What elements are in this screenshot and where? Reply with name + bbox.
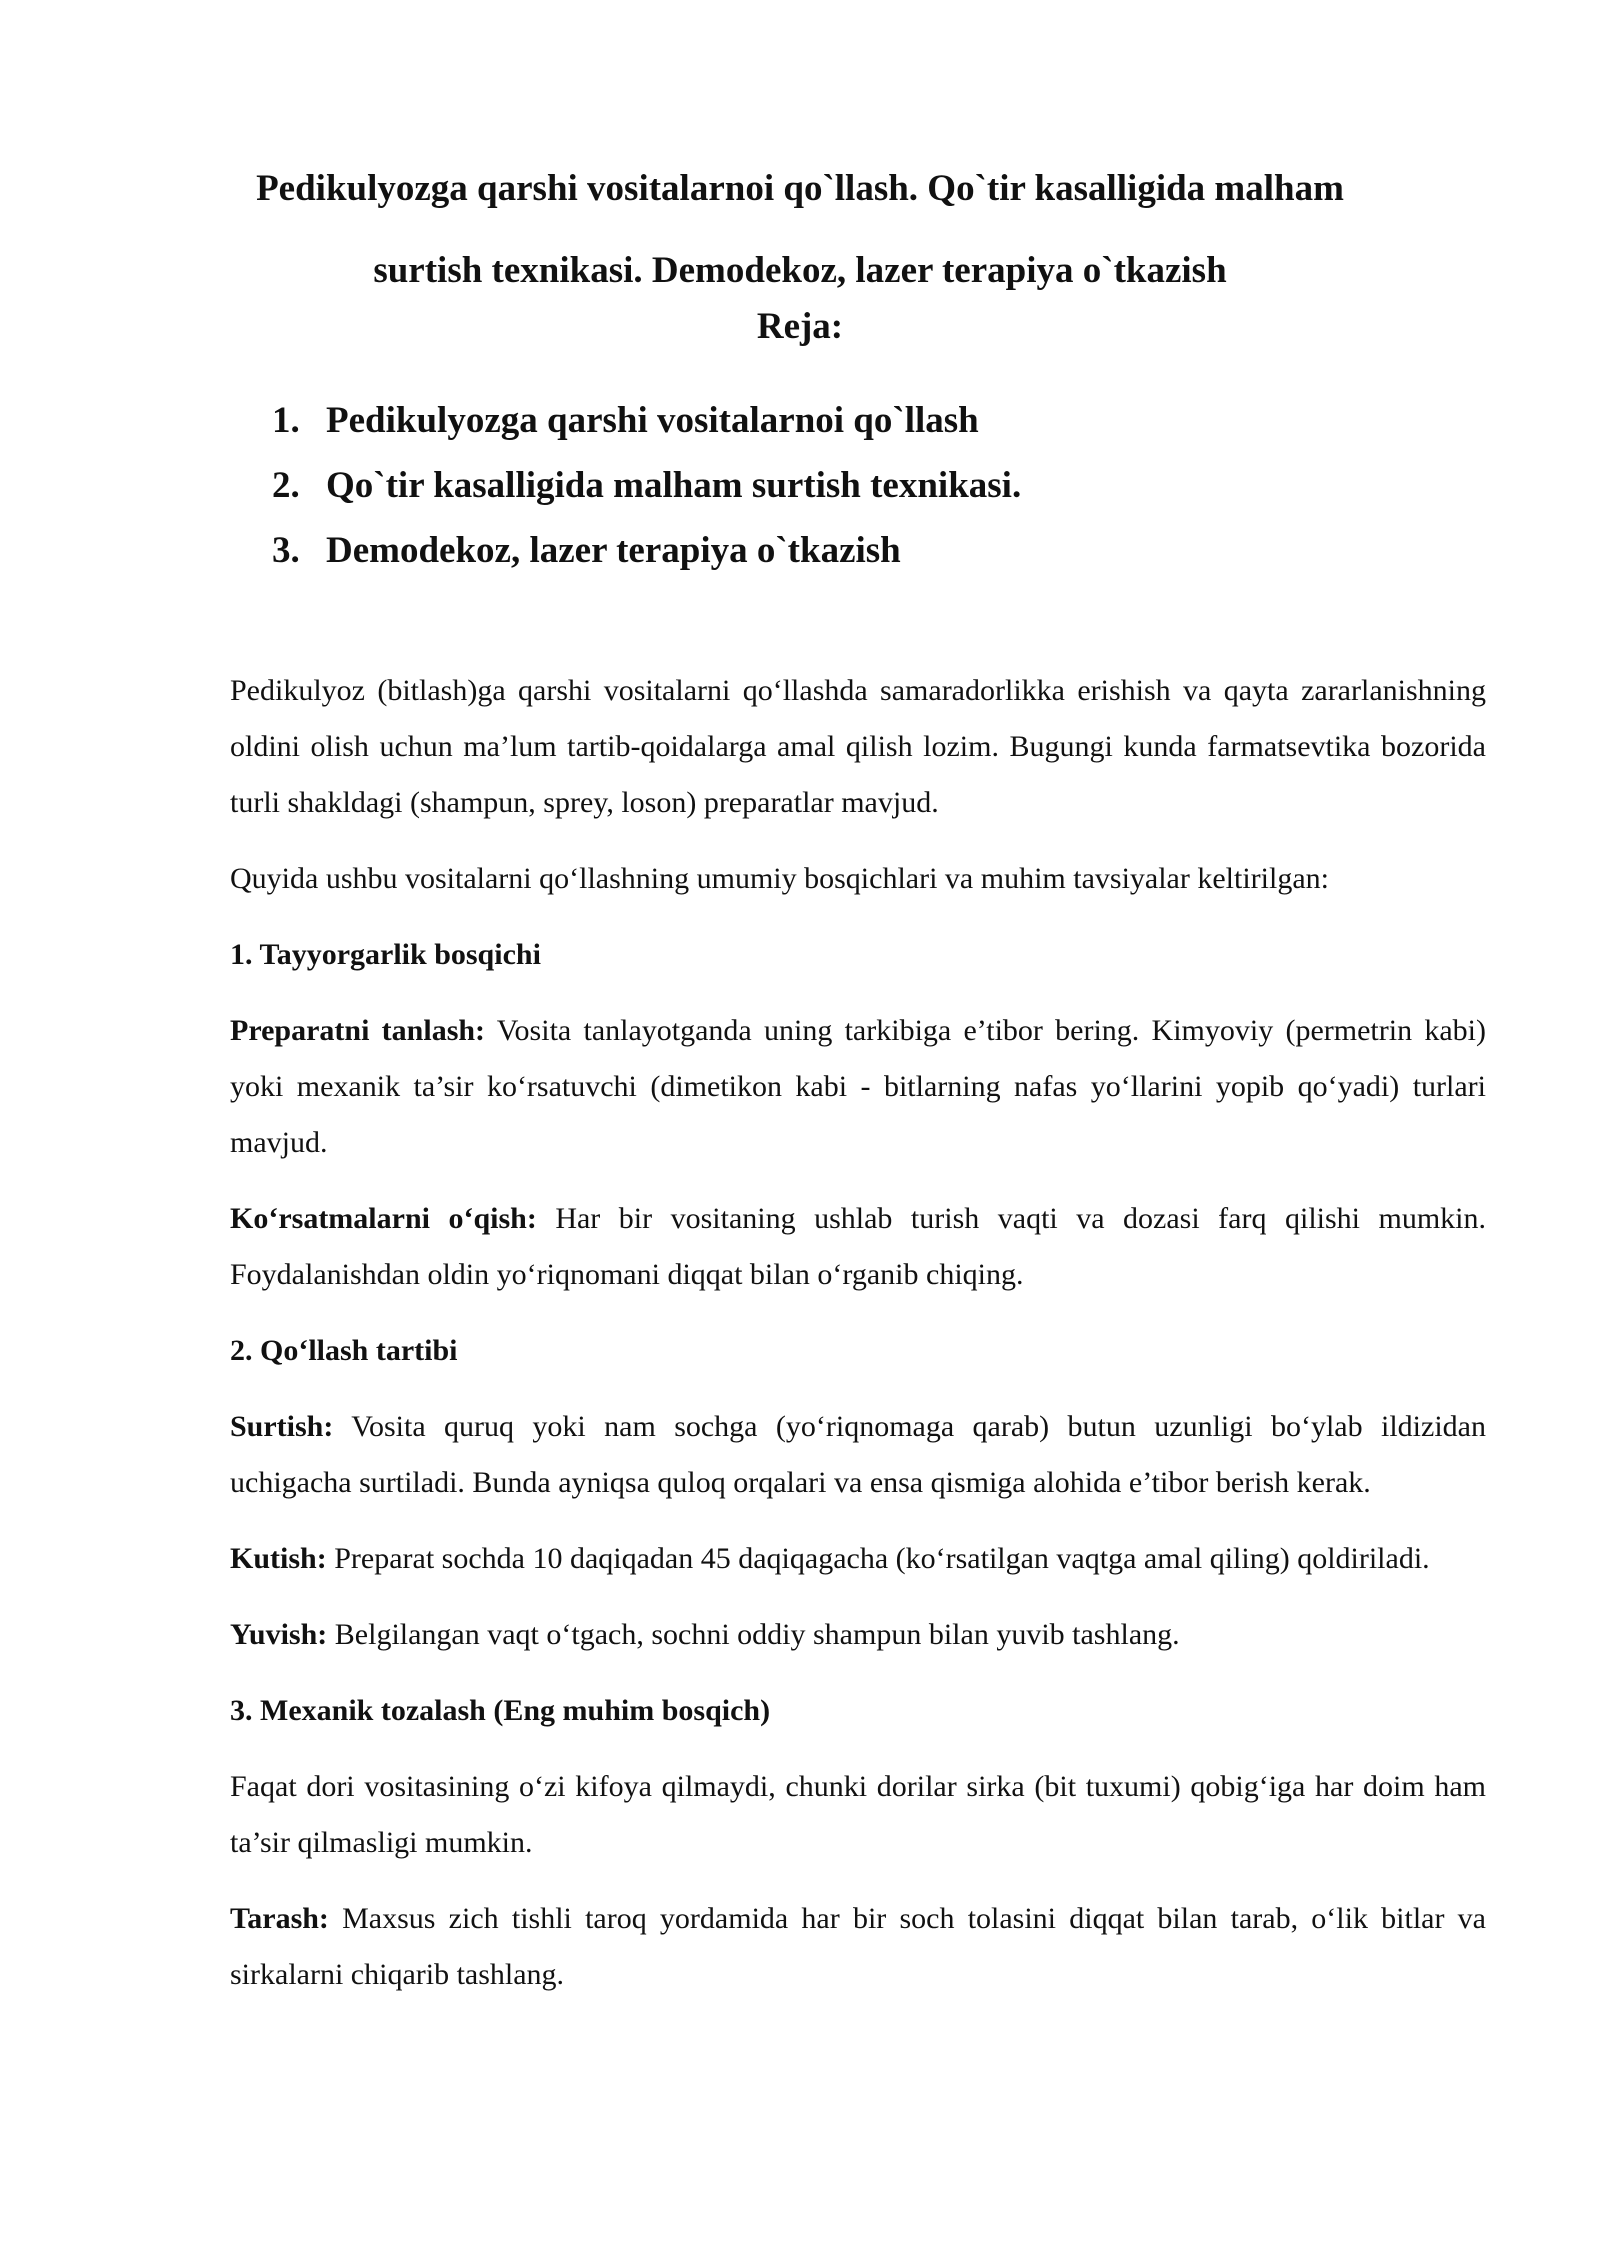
plan-item <box>272 518 1021 583</box>
term-text: Preparat sochda 10 daqiqadan 45 daqiqagacha (ko‘rsatilgan vaqtga amal qiling) qoldiriladi. <box>326 1542 1430 1575</box>
document-body <box>230 663 1486 2023</box>
term-text: Har bir vositaning ushlab turish vaqti va dozasi farq qilishi mumkin. Foydalanishdan oldin yo‘riqnomani diqqat bilan o‘rganib chiqing. <box>230 1202 1486 1291</box>
section-paragraph <box>230 1191 1486 1303</box>
section-heading: 3. Mexanik tozalash (Eng muhim bosqich) <box>230 1694 771 1727</box>
term-text: Maxsus zich tishli taroq yordamida har bir soch tolasini diqqat bilan tarab, o‘lik bitlar va sirkalarni chiqarib tashlang. <box>230 1902 1486 1991</box>
section-paragraph <box>230 1531 1486 1587</box>
plan-item <box>272 453 1021 518</box>
term-label: Ko‘rsatmalarni o‘qish: <box>230 1202 537 1235</box>
section-paragraph <box>230 1399 1486 1511</box>
plan-item-text: Qo`tir kasalligida malham surtish texnikasi. <box>326 465 1022 506</box>
term-label: Surtish: <box>230 1410 334 1443</box>
plan-heading: Reja: <box>756 306 844 347</box>
plan-list <box>272 388 1021 583</box>
intro-paragraph-2: Quyida ushbu vositalarni qo‘llashning umumiy bosqichlari va muhim tavsiyalar keltirilgan: <box>230 862 1329 895</box>
term-label: Tarash: <box>230 1902 329 1935</box>
term-label: Yuvish: <box>230 1618 328 1651</box>
term-text: Vosita tanlayotganda uning tarkibiga e’tibor bering. Kimyoviy (permetrin kabi) yoki mexanik ta’sir ko‘rsatuvchi (dimetikon kabi - bitlarning nafas yo‘llarini yopib qo‘yadi) turlari mavjud. <box>230 1014 1486 1159</box>
document-title: Pedikulyozga qarshi vositalarnoi qo`llash. Qo`tir kasalligida malham surtish texnikasi. Demodekoz, lazer terapiya o`tkazish <box>256 168 1344 291</box>
term-label: Kutish: <box>230 1542 327 1575</box>
intro-paragraph: Pedikulyoz (bitlash)ga qarshi vositalarni qo‘llashda samaradorlikka erishish va qayta zararlanishning oldini olish uchun ma’lum tartib-qoidalarga amal qilish lozim. Bugungi kunda farmatsevtika bozorida turli shakldagi (shampun, sprey, loson) preparatlar mavjud. <box>230 674 1486 819</box>
plan-item-number: 2. <box>272 465 300 506</box>
section-heading: 1. Tayyorgarlik bosqichi <box>230 938 541 971</box>
term-text: Vosita quruq yoki nam sochga (yo‘riqnomaga qarab) butun uzunligi bo‘ylab ildizidan uchigacha surtiladi. Bunda ayniqsa quloq orqalari va ensa qismiga alohida e’tibor berish kerak. <box>230 1410 1486 1499</box>
plan-item-number: 3. <box>272 530 300 571</box>
plan-item-text: Demodekoz, lazer terapiya o`tkazish <box>326 530 901 571</box>
plan-item <box>272 388 1021 453</box>
plan-item-number: 1. <box>272 400 300 441</box>
section-paragraph: Faqat dori vositasining o‘zi kifoya qilmaydi, chunki dorilar sirka (bit tuxumi) qobig‘iga har doim ham ta’sir qilmasligi mumkin. <box>230 1770 1486 1859</box>
term-text: Belgilangan vaqt o‘tgach, sochni oddiy shampun bilan yuvib tashlang. <box>327 1618 1180 1651</box>
plan-item-text: Pedikulyozga qarshi vositalarnoi qo`llash <box>326 400 979 441</box>
section-paragraph <box>230 1003 1486 1171</box>
section-paragraph <box>230 1891 1486 2003</box>
section-paragraph <box>230 1607 1486 1663</box>
term-label: Preparatni tanlash: <box>230 1014 486 1047</box>
section-heading: 2. Qo‘llash tartibi <box>230 1334 458 1367</box>
